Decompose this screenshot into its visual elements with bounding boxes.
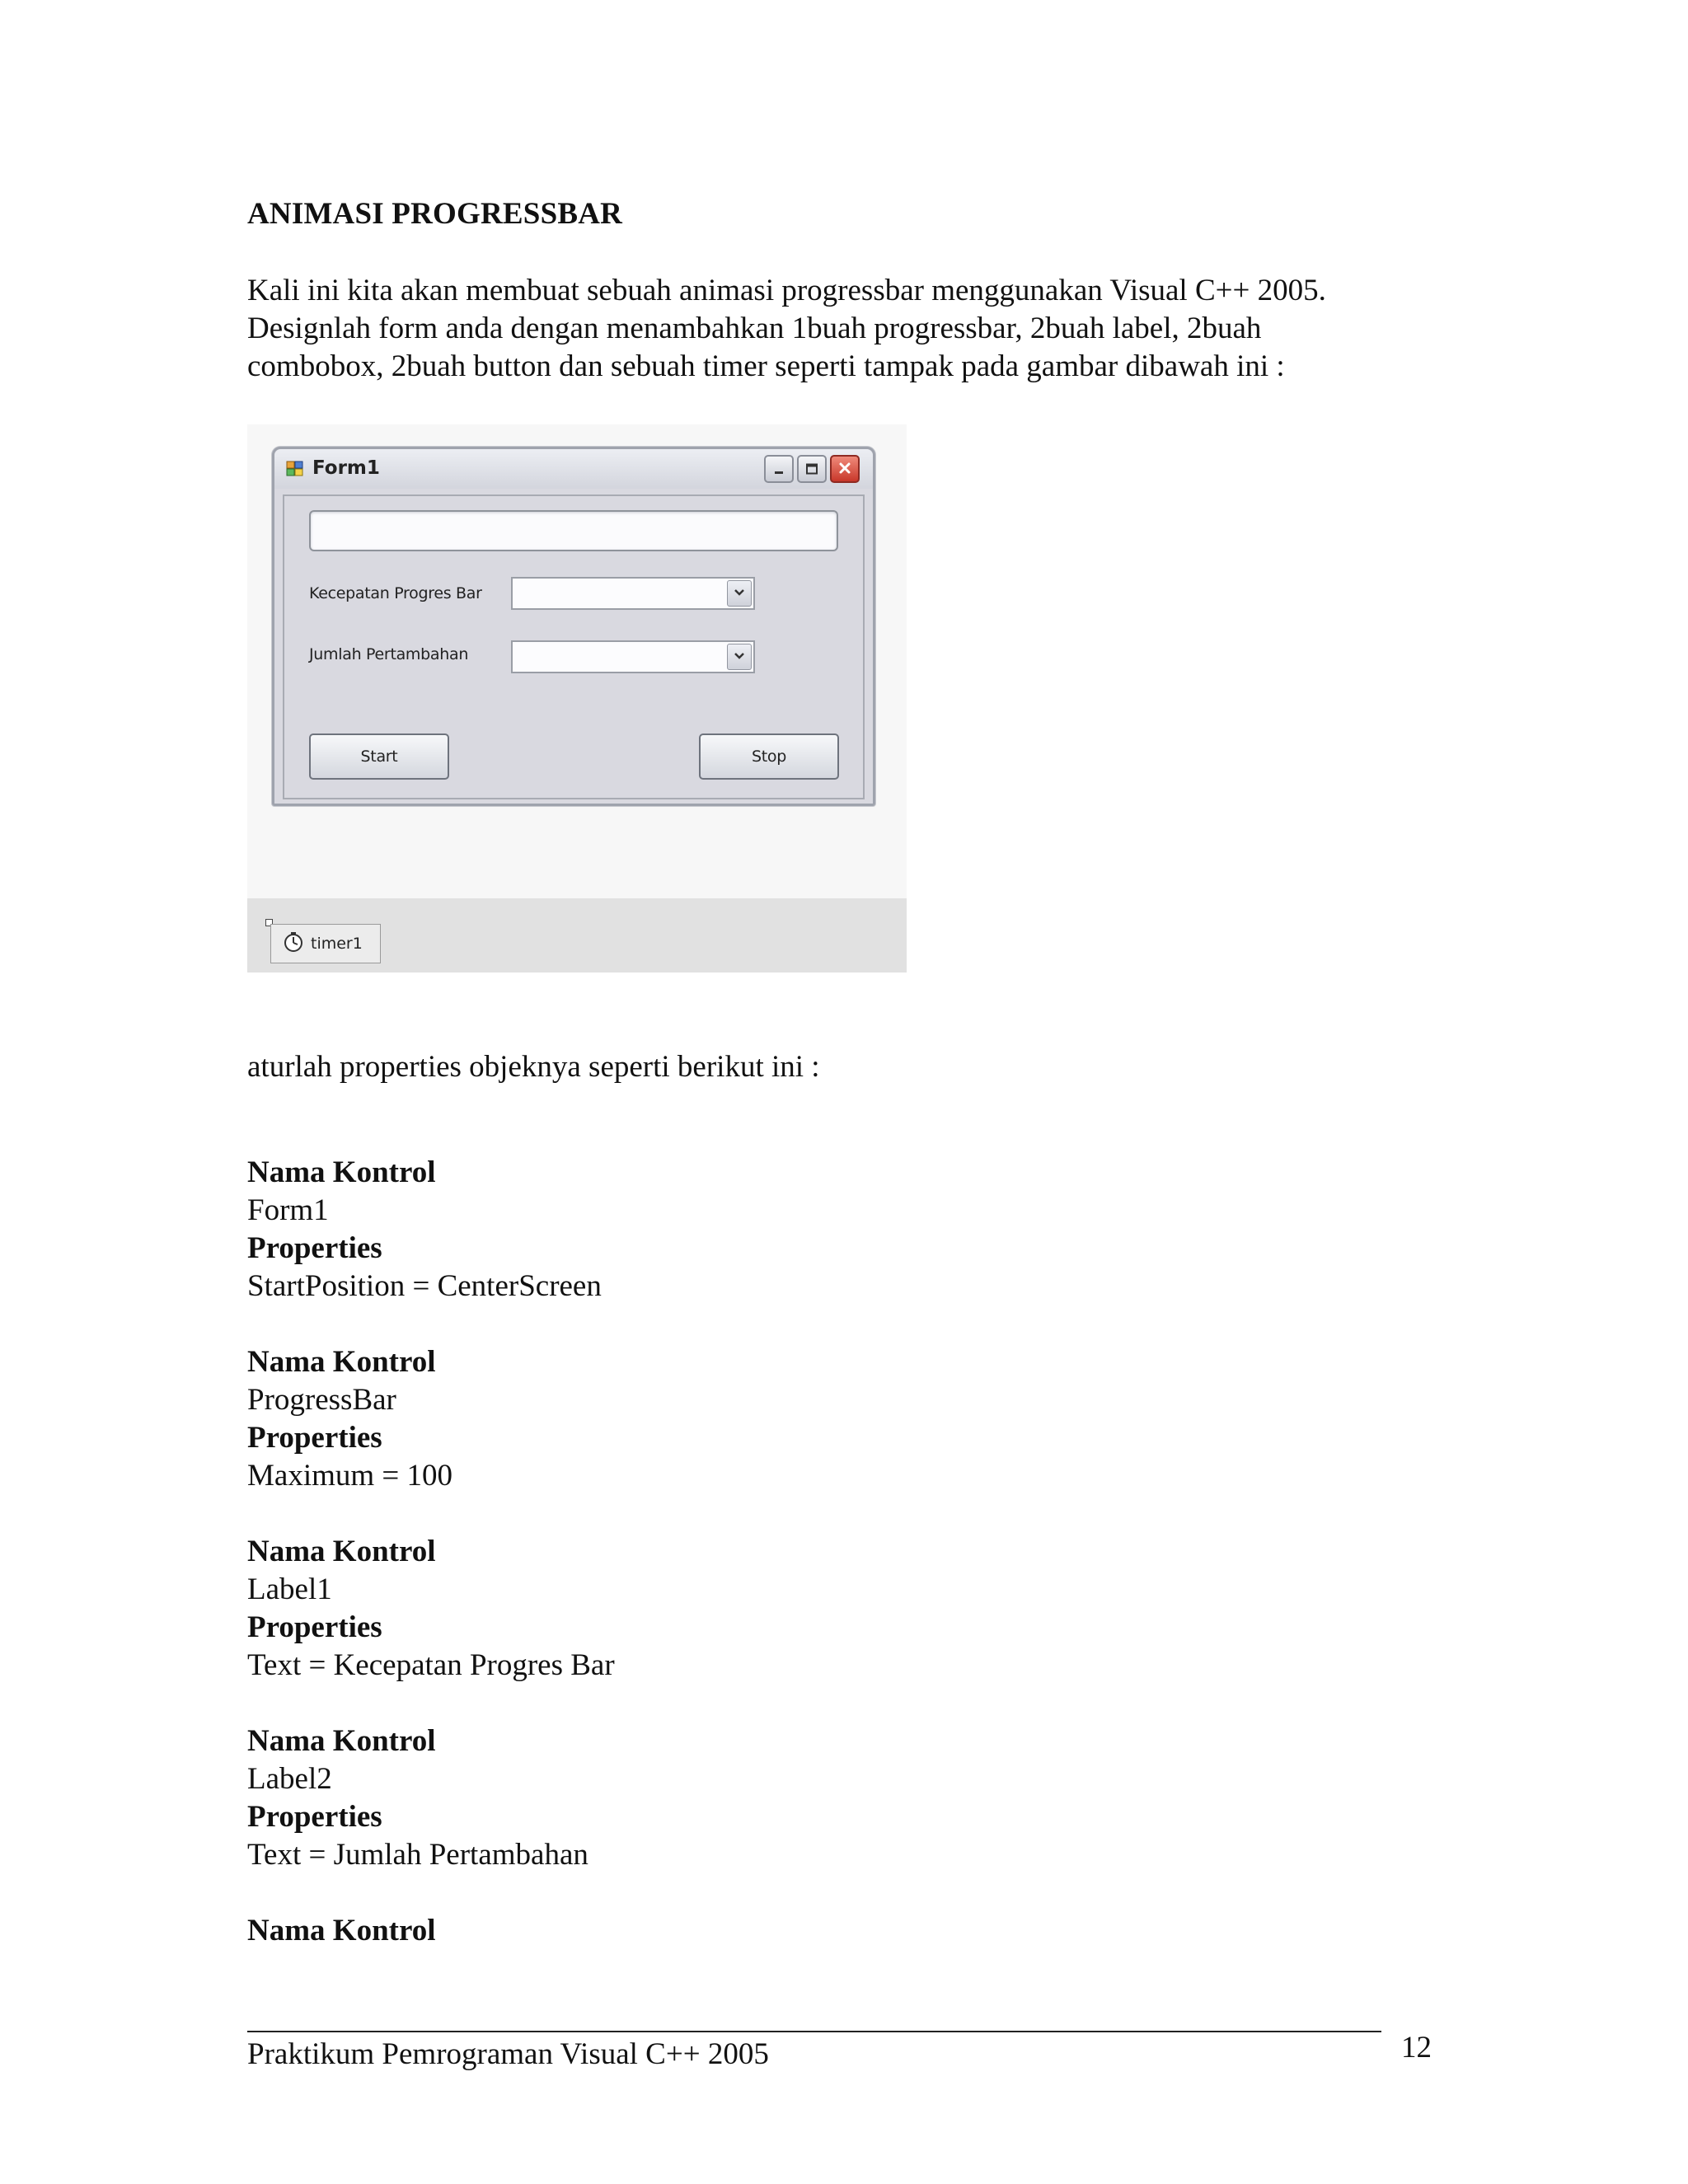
control-name: ProgressBar: [247, 1383, 396, 1417]
control-name: Form1: [247, 1193, 329, 1227]
definition-block: [247, 1533, 615, 1685]
property-value: StartPosition = CenterScreen: [247, 1269, 602, 1303]
minimize-button[interactable]: [764, 455, 794, 483]
label-jumlah: Jumlah Pertambahan: [309, 645, 469, 663]
close-button[interactable]: [830, 455, 860, 483]
maximize-icon: [805, 459, 818, 479]
property-value: Maximum = 100: [247, 1459, 453, 1493]
section-heading: ANIMASI PROGRESSBAR: [247, 197, 623, 231]
definition-heading: Nama Kontrol: [247, 1535, 436, 1568]
form-designer-screenshot: [247, 424, 907, 972]
definitions-list: [247, 1154, 615, 1988]
dropdown-arrow-icon: [734, 586, 745, 601]
stop-button[interactable]: Stop: [699, 733, 839, 780]
definition-heading: Nama Kontrol: [247, 1345, 436, 1379]
properties-intro: aturlah properties objeknya seperti berikut ini :: [247, 1050, 820, 1084]
combobox-jumlah[interactable]: [511, 640, 755, 673]
definition-block: [247, 1154, 615, 1305]
definition-block: [247, 1722, 615, 1874]
combobox-kecepatan[interactable]: [511, 577, 755, 610]
window-title: Form1: [312, 457, 380, 479]
intro-line: combobox, 2buah button dan sebuah timer seperti tampak pada gambar dibawah ini :: [247, 349, 1285, 383]
definition-heading: Nama Kontrol: [247, 1155, 436, 1189]
definition-heading: Nama Kontrol: [247, 1914, 436, 1947]
intro-line: Kali ini kita akan membuat sebuah animasi progressbar menggunakan Visual C++ 2005.: [247, 274, 1326, 307]
form-icon: [286, 461, 304, 477]
property-value: Text = Jumlah Pertambahan: [247, 1838, 588, 1872]
properties-heading: Properties: [247, 1610, 382, 1644]
combobox-jumlah-dropdown[interactable]: [727, 644, 752, 670]
progress-bar: [309, 510, 838, 551]
component-tray: [247, 898, 907, 972]
footer-title: Praktikum Pemrograman Visual C++ 2005: [247, 2037, 769, 2071]
definition-block: [247, 1912, 615, 1950]
timer-label: timer1: [311, 935, 363, 953]
title-bar: [274, 449, 873, 489]
properties-heading: Properties: [247, 1231, 382, 1265]
definition-block: [247, 1343, 615, 1495]
close-icon: [838, 459, 851, 479]
page-number: 12: [1401, 2031, 1432, 2064]
timer-component[interactable]: [270, 924, 381, 963]
property-value: Text = Kecepatan Progres Bar: [247, 1648, 615, 1682]
combobox-kecepatan-dropdown[interactable]: [727, 580, 752, 607]
timer-icon: [283, 931, 304, 957]
start-button[interactable]: Start: [309, 733, 449, 780]
form-client-area: [283, 494, 865, 799]
definition-heading: Nama Kontrol: [247, 1724, 436, 1758]
footer-divider: [247, 2031, 1381, 2032]
properties-heading: Properties: [247, 1421, 382, 1455]
intro-paragraph: [247, 272, 1451, 386]
intro-line: Designlah form anda dengan menambahkan 1buah progressbar, 2buah label, 2buah: [247, 312, 1262, 345]
minimize-icon: [773, 459, 785, 479]
form-window: [272, 447, 875, 806]
maximize-button[interactable]: [797, 455, 827, 483]
dropdown-arrow-icon: [734, 649, 745, 664]
control-name: Label2: [247, 1762, 332, 1796]
properties-heading: Properties: [247, 1800, 382, 1834]
label-kecepatan: Kecepatan Progres Bar: [309, 584, 482, 602]
control-name: Label1: [247, 1572, 332, 1606]
